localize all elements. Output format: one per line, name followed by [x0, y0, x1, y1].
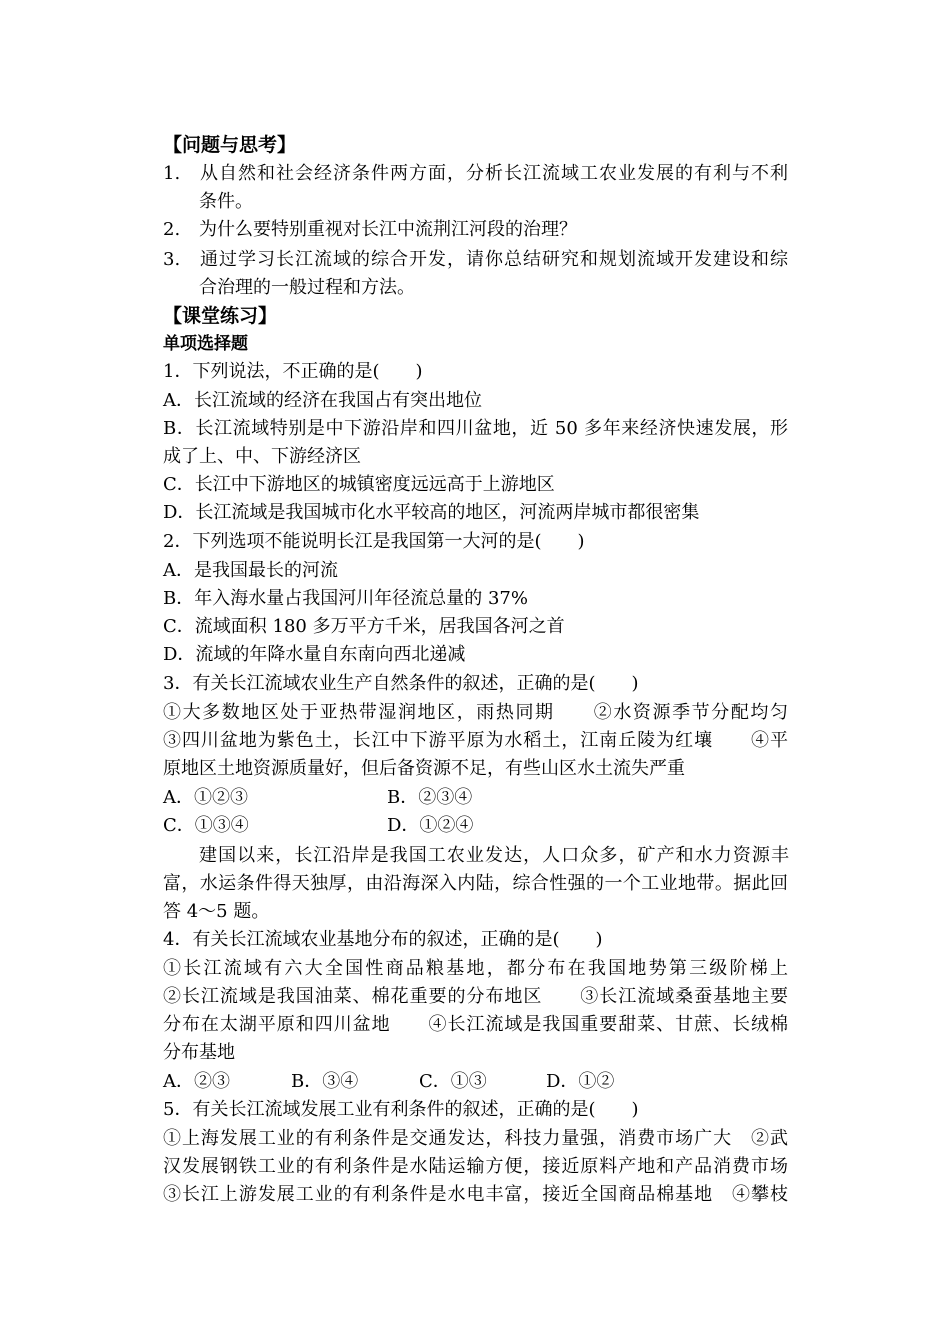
think-q2-number: 2. [163, 219, 181, 240]
passage-line-2: 富，水运条件得天独厚，由沿海深入内陆，综合性强的一个工业地带。据此回 [163, 873, 788, 894]
q3-option-d: D．①②④ [387, 815, 474, 836]
q3-stem: 3．有关长江流域农业生产自然条件的叙述，正确的是( ) [163, 673, 639, 694]
q1-stem: 1．下列说法，不正确的是( ) [163, 361, 423, 382]
think-q1-number: 1. [163, 163, 181, 184]
q3-statement-line-2: ③四川盆地为紫色土，长江中下游平原为水稻土，江南丘陵为红壤 ④平 [163, 730, 788, 751]
q2-option-c: C．流域面积 180 多万平方千米，居我国各河之首 [163, 616, 565, 637]
q4-option-d: D．①② [546, 1071, 615, 1092]
q3-option-c: C．①③④ [163, 815, 249, 836]
passage-line-3: 答 4～5 题。 [163, 901, 270, 922]
q1-option-d: D．长江流域是我国城市化水平较高的地区，河流两岸城市都很密集 [163, 502, 700, 523]
q2-option-b: B．年入海水量占我国河川年径流总量的 37% [163, 588, 528, 609]
q3-option-a: A．①②③ [163, 787, 248, 808]
q4-option-b: B．③④ [291, 1071, 359, 1092]
think-question-2 [163, 216, 577, 244]
think-q2-text: 为什么要特别重视对长江中流荆江河段的治理？ [199, 219, 577, 240]
think-q3-continuation: 合治理的一般过程和方法。 [199, 277, 415, 298]
q2-option-d: D．流域的年降水量自东南向西北递减 [163, 644, 466, 665]
q1-option-c: C．长江中下游地区的城镇密度远远高于上游地区 [163, 474, 555, 495]
q5-stem: 5．有关长江流域发展工业有利条件的叙述，正确的是( ) [163, 1099, 639, 1120]
q1-option-a: A．长江流域的经济在我国占有突出地位 [163, 390, 482, 411]
q4-option-c: C．①③ [419, 1071, 487, 1092]
think-question-3 [163, 246, 788, 274]
q1-option-b-continuation: 成了上、中、下游经济区 [163, 446, 361, 467]
q4-option-a: A．②③ [163, 1071, 230, 1092]
q5-statement-line-2: 汉发展钢铁工业的有利条件是水陆运输方便，接近原料产地和产品消费市场 [163, 1156, 788, 1177]
q2-option-a: A．是我国最长的河流 [163, 560, 338, 581]
think-q1-text: 从自然和社会经济条件两方面，分析长江流域工农业发展的有利与不利 [199, 163, 788, 184]
q3-option-b: B．②③④ [387, 787, 473, 808]
q4-statement-line-1: ①长江流域有六大全国性商品粮基地，都分布在我国地势第三级阶梯上 [163, 958, 788, 979]
practice-heading: 【课堂练习】 [163, 305, 278, 327]
q4-stem: 4．有关长江流域农业基地分布的叙述，正确的是( ) [163, 929, 603, 950]
q5-statement-line-3: ③长江上游发展工业的有利条件是水电丰富，接近全国商品棉基地 ④攀枝 [163, 1184, 788, 1205]
practice-subheading: 单项选择题 [163, 334, 248, 354]
q5-statement-line-1: ①上海发展工业的有利条件是交通发达，科技力量强，消费市场广大 ②武 [163, 1128, 788, 1149]
passage-line-1: 建国以来，长江沿岸是我国工农业发达，人口众多，矿产和水力资源丰 [199, 845, 789, 866]
q4-statement-line-3: 分布在太湖平原和四川盆地 ④长江流域是我国重要甜菜、甘蔗、长绒棉 [163, 1014, 788, 1035]
q2-stem: 2．下列选项不能说明长江是我国第一大河的是( ) [163, 531, 585, 552]
think-heading: 【问题与思考】 [163, 134, 297, 156]
q4-statement-line-4: 分布基地 [163, 1042, 235, 1063]
think-question-1 [163, 160, 788, 188]
think-q3-number: 3. [163, 249, 181, 270]
think-q3-text: 通过学习长江流域的综合开发，请你总结研究和规划流域开发建设和综 [199, 249, 788, 270]
q1-option-b: B．长江流域特别是中下游沿岸和四川盆地，近 50 多年来经济快速发展，形 [163, 418, 788, 439]
q3-statement-line-3: 原地区土地资源质量好，但后备资源不足，有些山区水土流失严重 [163, 758, 685, 779]
q3-statement-line-1: ①大多数地区处于亚热带湿润地区，雨热同期 ②水资源季节分配均匀 [163, 702, 788, 723]
think-q1-continuation: 条件。 [199, 191, 253, 212]
q4-statement-line-2: ②长江流域是我国油菜、棉花重要的分布地区 ③长江流域桑蚕基地主要 [163, 986, 788, 1007]
